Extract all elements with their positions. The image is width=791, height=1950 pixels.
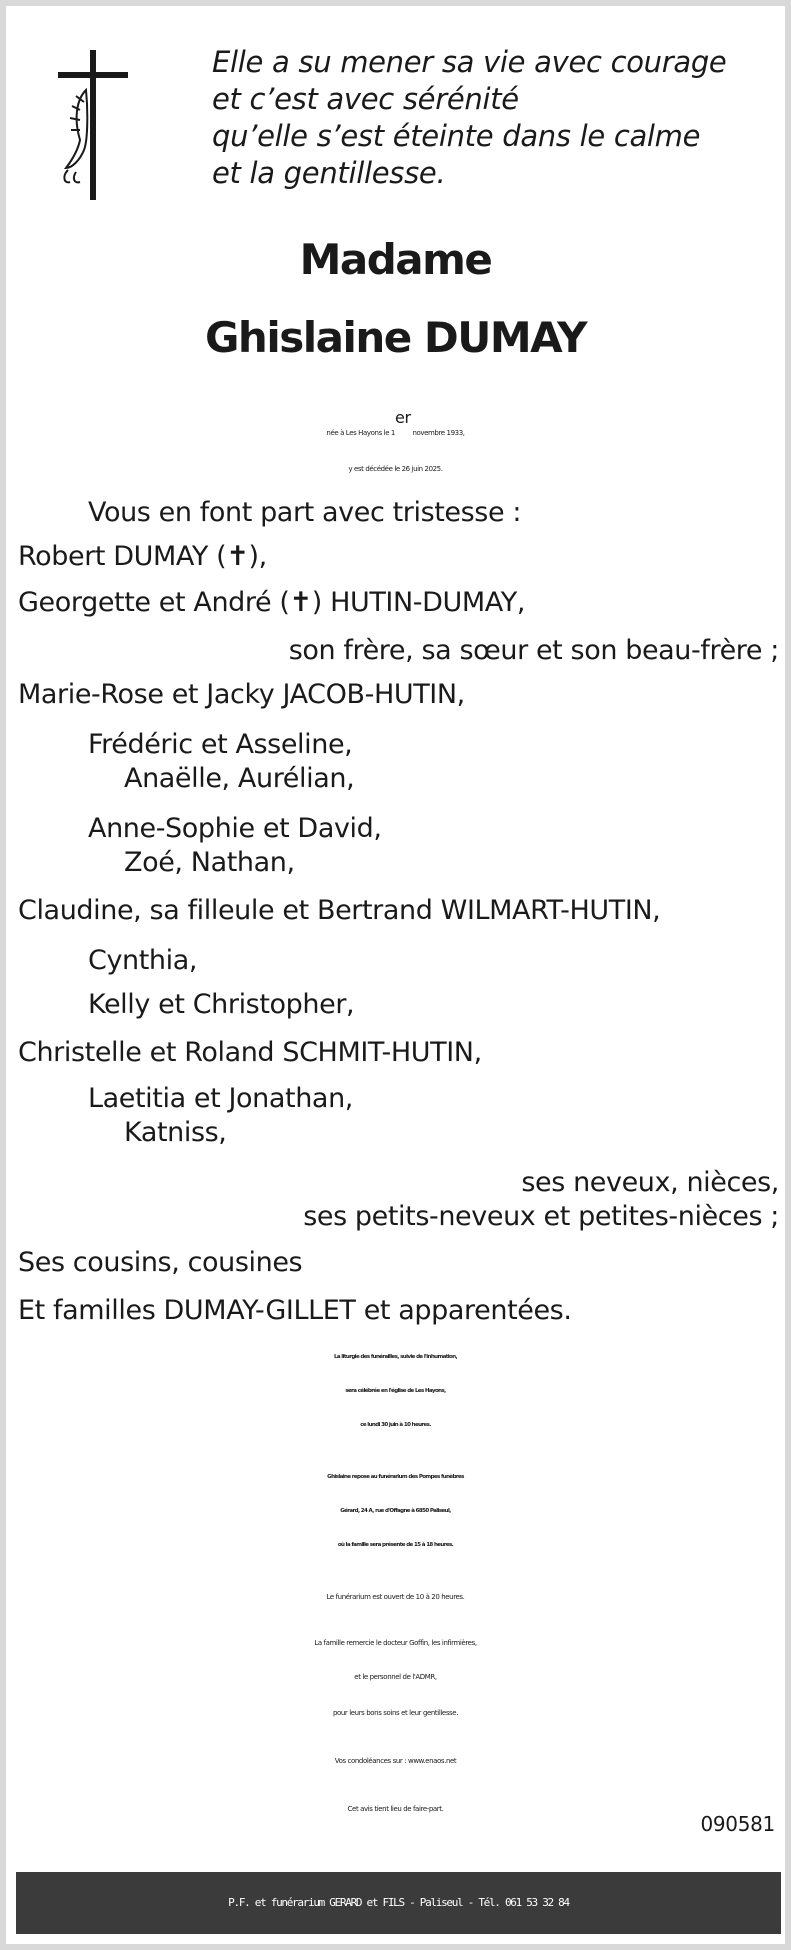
title-honorific: Madame (299, 235, 492, 284)
funeral-home-footer: P.F. et funérarium GERARD et FILS - Paliseul - Tél. 061 53 32 84 (16, 1872, 781, 1934)
family-line: Et familles DUMAY-GILLET et apparentées. (18, 1295, 572, 1326)
obituary-notice (6, 6, 785, 1944)
thanks-line: La famille remercie le docteur Goffin, les infirmières, (314, 1639, 477, 1647)
verse-line: qu’elle s’est éteinte dans le calme (212, 119, 701, 153)
family-line: Frédéric et Asseline, (88, 729, 353, 760)
family-line: Georgette et André (✝) HUTIN-DUMAY, (18, 587, 526, 618)
thanks-line: et le personnel de l'ADMR, (354, 1673, 437, 1681)
death-line: y est décédée le 26 juin 2025. (348, 465, 443, 473)
family-line: ses neveux, nièces, (521, 1167, 779, 1198)
intro-line: Vous en font part avec tristesse : (88, 497, 522, 528)
family-line: Claudine, sa filleule et Bertrand WILMART-HUTIN, (18, 895, 661, 926)
family-line: Anaëlle, Aurélian, (124, 763, 355, 794)
family-line: Zoé, Nathan, (124, 847, 295, 878)
verse-line: et la gentillesse. (212, 156, 446, 190)
cross-icon (58, 50, 128, 200)
rest-line: Gérard, 24 A, rue d'Offagne à 6850 Paliseul, (340, 1508, 451, 1514)
condolences-line: Vos condoléances sur : www.enaos.net (334, 1757, 457, 1765)
liturgy-line: sera célébrée en l'église de Les Hayons, (345, 1388, 446, 1394)
family-line: Laetitia et Jonathan, (88, 1083, 353, 1114)
epitaph-verse (212, 44, 726, 192)
hours-line: Le funérarium est ouvert de 10 à 20 heures. (326, 1593, 465, 1601)
verse-line: et c’est avec sérénité (212, 82, 519, 116)
family-line: son frère, sa sœur et son beau-frère ; (288, 635, 779, 666)
family-line: Ses cousins, cousines (18, 1247, 303, 1278)
verse-line: Elle a su mener sa vie avec courage (212, 45, 727, 79)
family-line: Christelle et Roland SCHMIT-HUTIN, (18, 1037, 482, 1068)
rest-line: où la famille sera présente de 15 à 18 heures. (337, 1542, 454, 1548)
liturgy-line: La liturgie des funérailles, suivie de l'inhumation, (333, 1354, 458, 1360)
family-line: Robert DUMAY (✝), (18, 541, 267, 572)
reference-number: 090581 (700, 1812, 775, 1836)
family-line: Marie-Rose et Jacky JACOB-HUTIN, (18, 679, 465, 710)
family-line: Kelly et Christopher, (88, 989, 355, 1020)
thanks-line: pour leurs bons soins et leur gentillesse. (332, 1709, 459, 1717)
family-line: Anne-Sophie et David, (88, 813, 382, 844)
deceased-name: Ghislaine DUMAY (204, 313, 587, 362)
notice-line: Cet avis tient lieu de faire-part. (347, 1805, 444, 1813)
liturgy-line: ce lundi 30 juin à 10 heures. (360, 1422, 431, 1428)
family-line: ses petits-neveux et petites-nièces ; (303, 1201, 779, 1232)
family-line: Katniss, (124, 1117, 227, 1148)
family-line: Cynthia, (88, 945, 198, 976)
birth-line: née à Les Hayons le 1er novembre 1933, (326, 408, 465, 437)
rest-line: Ghislaine repose au funérarium des Pompes funèbres (327, 1474, 464, 1480)
